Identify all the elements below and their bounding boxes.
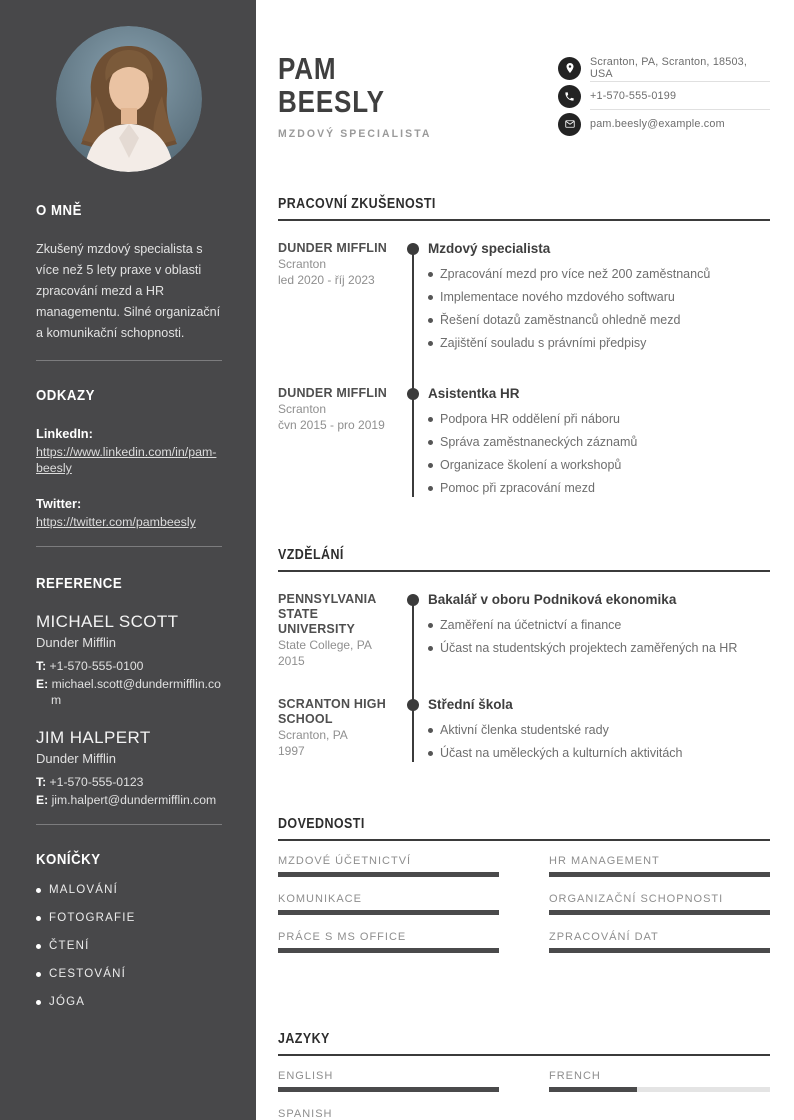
reference-email: E: jim.halpert@dundermifflin.com <box>36 793 217 807</box>
entry-left <box>278 697 398 768</box>
entry-left <box>278 241 398 358</box>
skill-bar-fill <box>278 948 499 953</box>
timeline-dot-icon <box>407 699 419 711</box>
phone-label: T: <box>36 659 47 673</box>
bullet-item: Zpracování mezd pro více než 200 zaměstnanců <box>428 266 770 283</box>
link-label: Twitter: <box>36 496 82 511</box>
link-item <box>36 496 222 530</box>
about-text: Zkušený mzdový specialista s více než 5 lety praxe v oblasti zpracování mezd a HR managementu. Silné organizační a komunikační schopnosti. <box>36 242 221 340</box>
sidebar <box>0 0 256 1120</box>
page-title <box>278 52 414 118</box>
sidebar-divider <box>36 546 222 547</box>
skill-label: HR MANAGEMENT <box>549 855 660 867</box>
role-title: Mzdový specialista <box>428 241 551 256</box>
reference-company: Dunder Mifflin <box>36 635 116 650</box>
bullet-item: Zaměření na účetnictví a finance <box>428 617 770 634</box>
about-heading: O MNĚ <box>36 202 82 219</box>
bullet-item: Pomoc při zpracování mezd <box>428 480 770 497</box>
bullet-item: Účast na studentských projektech zaměřených na HR <box>428 640 770 657</box>
skills-heading: DOVEDNOSTI <box>278 816 365 832</box>
references-list <box>36 612 222 808</box>
skill-bar-fill <box>278 910 499 915</box>
reference-name: JIM HALPERT <box>36 728 151 747</box>
skill-item <box>278 931 499 953</box>
entry-dates: čvn 2015 - pro 2019 <box>278 418 385 432</box>
link-url[interactable]: https://www.linkedin.com/in/pam-beesly <box>36 445 217 475</box>
skill-item <box>549 931 770 953</box>
hobby-label: CESTOVÁNÍ <box>49 968 127 980</box>
skill-item <box>549 893 770 915</box>
skills-grid <box>278 855 770 969</box>
skill-label: ORGANIZAČNÍ SCHOPNOSTI <box>549 893 724 905</box>
hobbies-heading: KONÍČKY <box>36 851 101 868</box>
portrait-illustration <box>56 26 202 172</box>
degree-title: Střední škola <box>428 697 513 712</box>
experience-heading: PRACOVNÍ ZKUŠENOSTI <box>278 196 436 212</box>
contact-row-email <box>558 110 770 138</box>
links-list <box>36 426 222 530</box>
bullet-item: Správa zaměstnaneckých záznamů <box>428 434 770 451</box>
entry-bullets <box>428 411 770 497</box>
skill-bar-fill <box>549 910 770 915</box>
language-bar <box>549 1087 770 1092</box>
role-title: Asistentka HR <box>428 386 520 401</box>
language-item <box>278 1070 499 1092</box>
section-heading-rule <box>278 547 770 572</box>
education-heading: VZDĚLÁNÍ <box>278 547 344 563</box>
skills-section <box>278 816 770 969</box>
bullet-item: Řešení dotazů zaměstnanců ohledně mezd <box>428 312 770 329</box>
school-name: PENNSYLVANIA STATE UNIVERSITY <box>278 592 377 636</box>
skill-item <box>278 855 499 877</box>
entry-bullets <box>428 617 770 657</box>
bullet-item: Účast na uměleckých a kulturních aktivitách <box>428 745 770 762</box>
education-entry <box>278 592 770 669</box>
reference-phone: T: +1-570-555-0100 <box>36 659 144 673</box>
skill-bar <box>278 948 499 953</box>
company-name: DUNDER MIFFLIN <box>278 241 388 255</box>
email-icon <box>558 113 581 136</box>
timeline-dot-icon <box>407 594 419 606</box>
language-label: SPANISH <box>278 1108 333 1120</box>
languages-grid <box>278 1070 770 1120</box>
skill-bar-fill <box>549 872 770 877</box>
skill-label: PRÁCE S MS OFFICE <box>278 931 407 943</box>
link-item <box>36 426 222 476</box>
education-section <box>278 547 770 768</box>
school-name: SCRANTON HIGH SCHOOL <box>278 697 386 726</box>
email-label: E: <box>36 677 49 691</box>
bullet-item: Podpora HR oddělení při náboru <box>428 411 770 428</box>
entry-bullets <box>428 266 770 352</box>
hobby-label: FOTOGRAFIE <box>49 912 136 924</box>
entry-dates: 1997 <box>278 744 305 758</box>
language-item <box>278 1108 499 1120</box>
language-item <box>549 1070 770 1092</box>
references-heading: REFERENCE <box>36 575 123 592</box>
entry-right <box>428 697 770 768</box>
contact-block <box>558 54 770 138</box>
bullet-dot-icon <box>36 916 41 921</box>
bullet-item: Organizace školení a workshopů <box>428 457 770 474</box>
profile-photo <box>56 26 202 172</box>
company-name: DUNDER MIFFLIN <box>278 386 388 400</box>
hobbies-list <box>36 884 222 1008</box>
contact-row-address <box>558 54 770 82</box>
entry-right <box>428 386 770 503</box>
timeline-dot-icon <box>407 388 419 400</box>
link-label: LinkedIn: <box>36 426 93 441</box>
name-block <box>278 52 440 140</box>
bullet-dot-icon <box>36 888 41 893</box>
main-content <box>256 0 794 1120</box>
bullet-dot-icon <box>36 1000 41 1005</box>
experience-entry <box>278 386 770 503</box>
skill-bar <box>549 948 770 953</box>
reference-company: Dunder Mifflin <box>36 751 116 766</box>
skill-bar-fill <box>549 948 770 953</box>
phone-icon <box>558 85 581 108</box>
bullet-item: Zajištění souladu s právními předpisy <box>428 335 770 352</box>
address-text: Scranton, PA, Scranton, 18503, USA <box>590 55 748 80</box>
language-label: ENGLISH <box>278 1070 334 1082</box>
entry-dates: 2015 <box>278 654 305 668</box>
sidebar-divider <box>36 824 222 825</box>
bullet-dot-icon <box>36 972 41 977</box>
hobby-item <box>36 884 222 896</box>
link-url[interactable]: https://twitter.com/pambeesly <box>36 515 196 529</box>
email-text: pam.beesly@example.com <box>590 118 725 130</box>
reference-phone: T: +1-570-555-0123 <box>36 775 144 789</box>
bullet-dot-icon <box>36 944 41 949</box>
hobby-label: JÓGA <box>49 996 86 1008</box>
hobby-item <box>36 912 222 924</box>
degree-title: Bakalář v oboru Podniková ekonomika <box>428 592 677 607</box>
company-location: Scranton <box>278 257 327 271</box>
school-location: Scranton, PA <box>278 728 348 742</box>
sidebar-divider <box>36 360 222 361</box>
reference-name: MICHAEL SCOTT <box>36 612 179 631</box>
skill-bar <box>278 872 499 877</box>
reference-item <box>36 728 222 808</box>
languages-section <box>278 1031 770 1120</box>
languages-heading: JAZYKY <box>278 1031 330 1047</box>
email-label: E: <box>36 793 49 807</box>
language-bar-fill <box>278 1087 499 1092</box>
entry-bullets <box>428 722 770 762</box>
header <box>278 52 770 140</box>
skill-item <box>549 855 770 877</box>
phone-text: +1-570-555-0199 <box>590 89 677 102</box>
language-bar <box>278 1087 499 1092</box>
section-heading-rule <box>278 1031 770 1056</box>
skill-label: MZDOVÉ ÚČETNICTVÍ <box>278 855 412 867</box>
links-heading: ODKAZY <box>36 387 95 404</box>
section-heading-rule <box>278 816 770 841</box>
skill-bar-fill <box>278 872 499 877</box>
contact-row-phone <box>558 82 770 110</box>
reference-email: E: michael.scott@dundermifflin.com <box>36 677 221 707</box>
last-name: BEESLY <box>278 84 385 119</box>
experience-section <box>278 196 770 503</box>
entry-left <box>278 386 398 503</box>
bullet-item: Implementace nového mzdového softwaru <box>428 289 770 306</box>
reference-item <box>36 612 222 708</box>
section-heading-rule <box>278 196 770 221</box>
bullet-item: Aktivní členka studentské rady <box>428 722 770 739</box>
hobby-item <box>36 968 222 980</box>
job-title: MZDOVÝ SPECIALISTA <box>278 128 432 140</box>
location-icon <box>558 57 581 80</box>
skill-item <box>278 893 499 915</box>
language-bar-fill <box>549 1087 637 1092</box>
timeline-dot-icon <box>407 243 419 255</box>
hobby-label: ČTENÍ <box>49 940 90 952</box>
first-name: PAM <box>278 51 337 86</box>
skill-bar <box>549 910 770 915</box>
hobby-label: MALOVÁNÍ <box>49 884 119 896</box>
skill-bar <box>549 872 770 877</box>
entry-left <box>278 592 398 669</box>
experience-entries <box>278 241 770 503</box>
experience-entry <box>278 241 770 358</box>
skill-label: KOMUNIKACE <box>278 893 362 905</box>
hobby-item <box>36 996 222 1008</box>
hobby-item <box>36 940 222 952</box>
skill-label: ZPRACOVÁNÍ DAT <box>549 931 659 943</box>
entry-right <box>428 592 770 669</box>
skill-bar <box>278 910 499 915</box>
company-location: Scranton <box>278 402 327 416</box>
phone-label: T: <box>36 775 47 789</box>
education-entries <box>278 592 770 768</box>
language-label: FRENCH <box>549 1070 601 1082</box>
school-location: State College, PA <box>278 638 372 652</box>
entry-dates: led 2020 - říj 2023 <box>278 273 375 287</box>
education-entry <box>278 697 770 768</box>
entry-right <box>428 241 770 358</box>
